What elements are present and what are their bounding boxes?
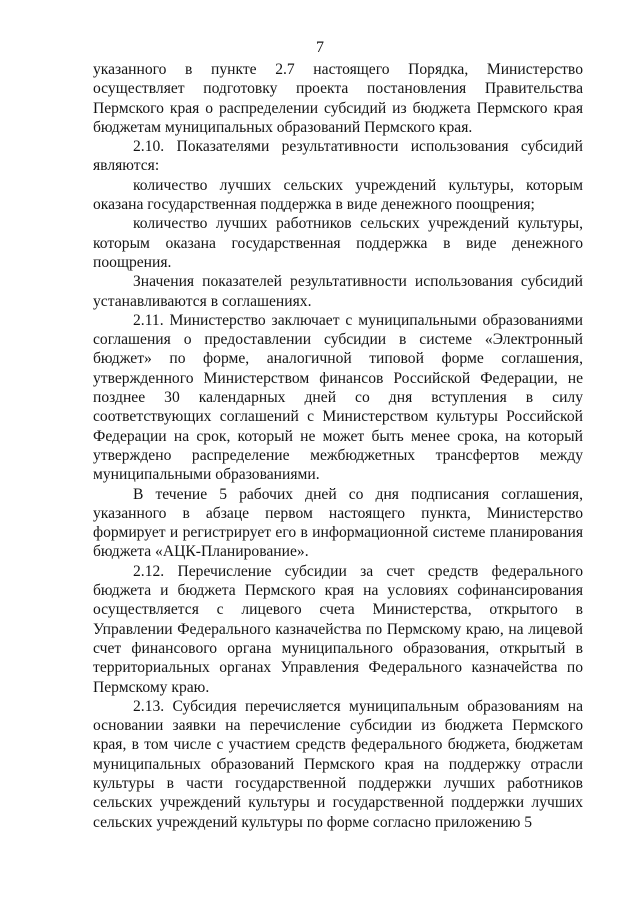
- paragraph-2-12: 2.12. Перечисление субсидии за счет средств федерального бюджета и бюджета Пермского края на условиях софинансирования осуществляется с лицевого счета Министерства, открытого в Управлении Федерального казначейства по Пермскому краю, на лицевой счет финансового органа муниципального образования, открытый в территориальных органах Управления Федерального казначейства по Пермскому краю.: [93, 562, 583, 696]
- paragraph-2-13: 2.13. Субсидия перечисляется муниципальным образованиям на основании заявки на перечисление субсидии из бюджета Пермского края, в том числе с участием средств федерального бюджета, бюджетам муниципальных образований Пермского края на поддержку отрасли культуры в части государственной поддержки лучших работников сельских учреждений культуры и государственной поддержки лучших сельских учреждений культуры по форме согласно приложению 5: [93, 697, 583, 831]
- document-body: [93, 60, 583, 832]
- paragraph-2-11-registration: В течение 5 рабочих дней со дня подписания соглашения, указанного в абзаце первом настоящего пункта, Министерство формирует и регистрирует его в информационной системе планирования бюджета «АЦК-Планирование».: [93, 485, 583, 561]
- paragraph-2-11: 2.11. Министерство заключает с муниципальными образованиями соглашения о предоставлении субсидии в системе «Электронный бюджет» по форме, аналогичной типовой форме соглашения, утвержденного Министерством финансов Российской Федерации, не позднее 30 календарных дней со дня вступления в силу соответствующих соглашений с Министерством культуры Российской Федерации на срок, который не может быть менее срока, на который утверждено распределение межбюджетных трансфертов между муниципальными образованиями.: [93, 311, 583, 484]
- paragraph-indicator-institutions: количество лучших сельских учреждений культуры, которым оказана государственная поддержка в виде денежного поощрения;: [93, 176, 583, 214]
- page-number: 7: [316, 39, 324, 56]
- paragraph-indicator-values: Значения показателей результативности использования субсидий устанавливаются в соглашениях.: [93, 273, 583, 310]
- paragraph-2-10: 2.10. Показателями результативности использования субсидий являются:: [93, 138, 583, 175]
- paragraph-continuation: указанного в пункте 2.7 настоящего Порядка, Министерство осуществляет подготовку проекта постановления Правительства Пермского края о распределении субсидий из бюджета Пермского края бюджетам муниципальных образований Пермского края.: [93, 61, 583, 136]
- paragraph-indicator-workers: количество лучших работников сельских учреждений культуры, которым оказана государственная поддержка в виде денежного поощрения.: [93, 215, 583, 271]
